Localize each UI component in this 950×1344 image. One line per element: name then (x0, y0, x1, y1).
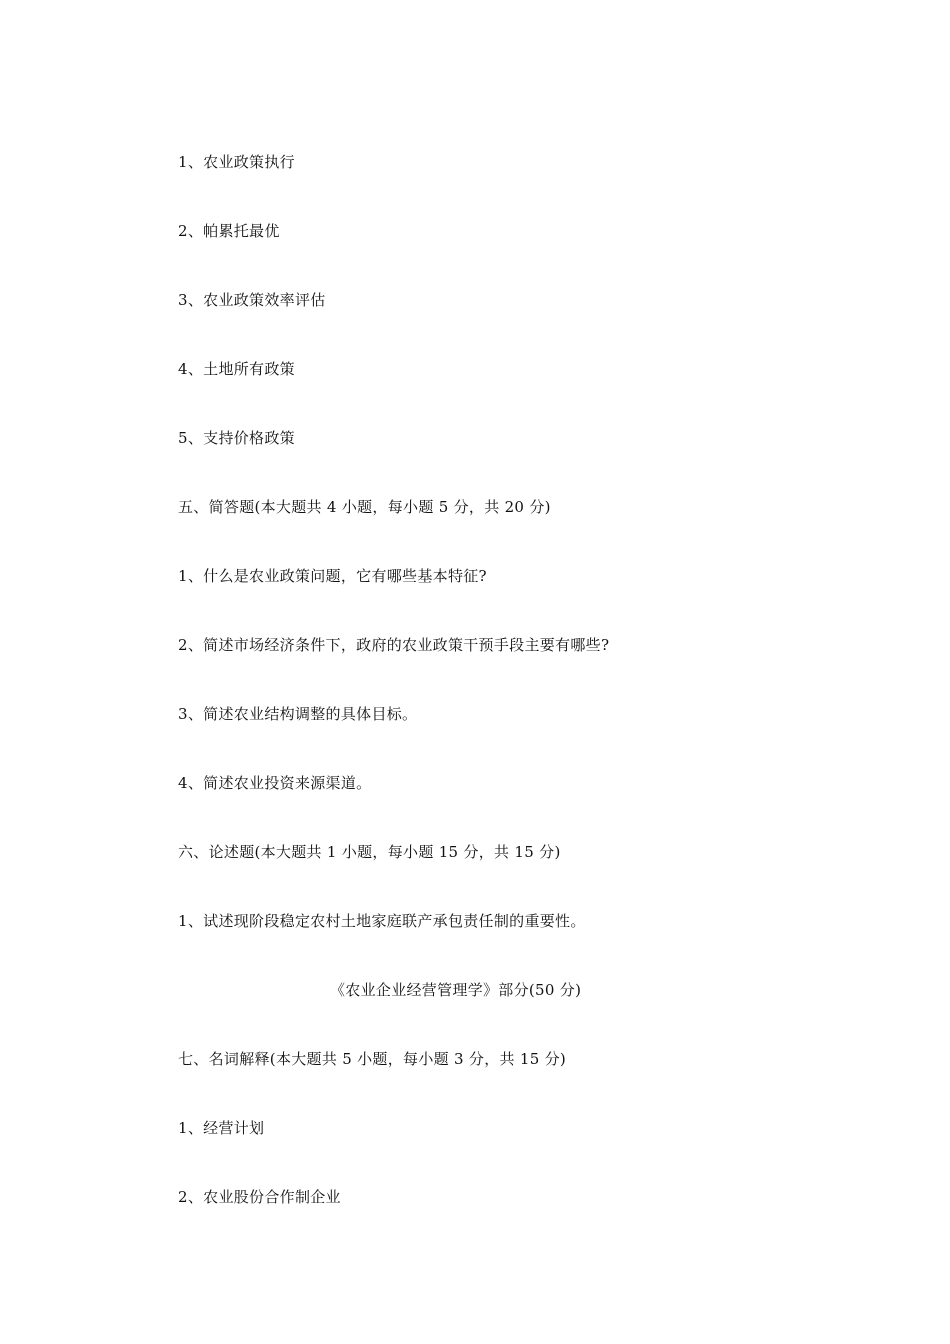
section-heading-essay: 六、论述题(本大题共 1 小题，每小题 15 分，共 15 分) (178, 843, 561, 861)
question-item-3: 3、简述农业结构调整的具体目标。 (178, 705, 418, 723)
question-item-4: 4、简述农业投资来源渠道。 (178, 774, 372, 792)
term-item-support-price: 5、支持价格政策 (178, 429, 295, 447)
term-item-policy-efficiency: 3、农业政策效率评估 (178, 291, 326, 309)
essay-question-1: 1、试述现阶段稳定农村土地家庭联产承包责任制的重要性。 (178, 912, 586, 930)
question-item-2: 2、简述市场经济条件下，政府的农业政策干预手段主要有哪些? (178, 636, 610, 654)
question-item-1: 1、什么是农业政策问题，它有哪些基本特征? (178, 567, 487, 585)
term-item-land-ownership: 4、土地所有政策 (178, 360, 295, 378)
section-heading-short-answer: 五、简答题(本大题共 4 小题，每小题 5 分，共 20 分) (178, 498, 551, 516)
term-item-policy-execution: 1、农业政策执行 (178, 153, 295, 171)
term-item-business-plan: 1、经营计划 (178, 1119, 265, 1137)
section-heading-terms: 七、名词解释(本大题共 5 小题，每小题 3 分，共 15 分) (178, 1050, 567, 1068)
term-item-pareto-optimal: 2、帕累托最优 (178, 222, 280, 240)
part-heading-management: 《农业企业经营管理学》部分(50 分) (330, 981, 582, 999)
term-item-joint-stock-coop: 2、农业股份合作制企业 (178, 1188, 341, 1206)
